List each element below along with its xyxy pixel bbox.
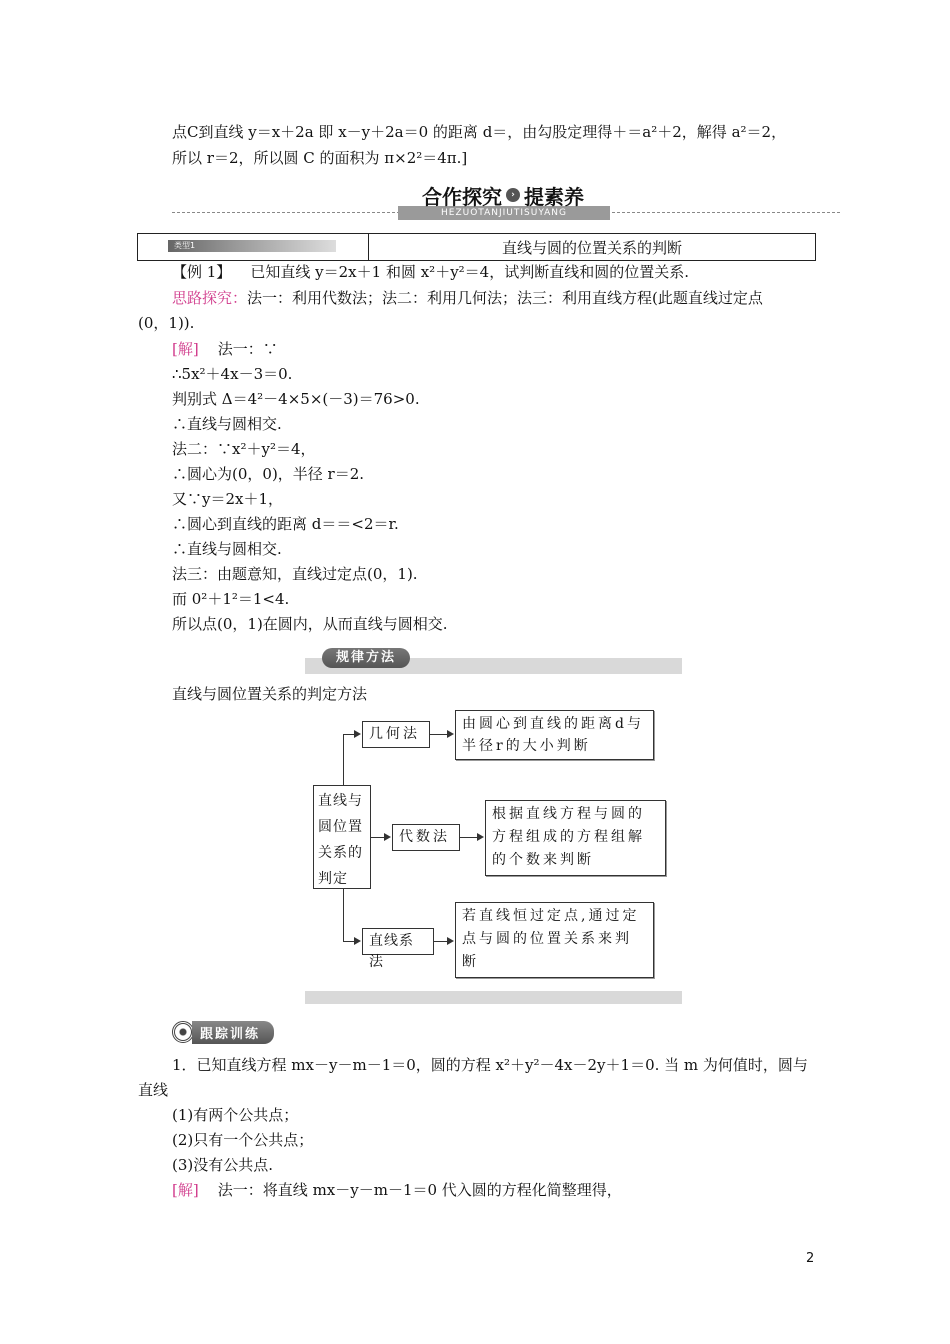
- question-item: (3)没有公共点.: [172, 1156, 274, 1174]
- target-icon: [172, 1021, 194, 1043]
- branch-desc-line-system: [455, 902, 654, 978]
- root-line: 判定: [318, 871, 348, 887]
- hint-text: 法一：利用代数法；法二：利用几何法；法三：利用直线方程(此题直线过定点: [247, 289, 763, 307]
- solution-step: 而 0²＋1²＝1<4.: [172, 590, 290, 608]
- example-text: 已知直线 y＝2x＋1 和圆 x²＋y²＝4，试判断直线和圆的位置关系.: [250, 263, 689, 281]
- desc-line: 若直线恒过定点,通过定: [462, 908, 640, 924]
- arrow-right-icon: [447, 730, 454, 738]
- desc-line: 断: [462, 954, 479, 970]
- hint-continuation: (0，1)).: [138, 314, 195, 332]
- section-banner: [408, 180, 598, 210]
- desc-line: 方程组成的方程组解: [492, 829, 645, 845]
- branch-desc-algebra: [485, 800, 666, 876]
- arrow-right-icon: [477, 833, 484, 841]
- solution-step: 所以点(0，1)在圆内，从而直线与圆相交.: [172, 615, 448, 633]
- solution-line-1: [172, 339, 278, 359]
- example-label: 【例 1】: [172, 263, 232, 281]
- type-title: 直线与圆的位置关系的判断: [501, 238, 682, 257]
- desc-line: 点与圆的位置关系来判: [462, 931, 632, 947]
- intro-line-2: 所以 r＝2，所以圆 C 的面积为 π×2²＝4π.]: [172, 149, 468, 167]
- solution-step: ∴圆心到直线的距离 d＝＝<2＝r.: [172, 515, 399, 533]
- intro-line-1: 点C到直线 y＝x＋2a 即 x－y＋2a＝0 的距离 d＝，由勾股定理得＋＝a²＋2，解得 a²＝2，: [172, 123, 787, 141]
- solution-step: ∴5x²＋4x－3＝0.: [172, 365, 293, 383]
- follow-solution-label: [解]: [172, 1181, 199, 1199]
- method-label: 规律方法: [322, 648, 410, 668]
- question-1-line-1: 1．已知直线方程 mx－y－m－1＝0，圆的方程 x²＋y²－4x－2y＋1＝0. 当 m 为何值时，圆与: [172, 1056, 808, 1074]
- solution-step: ∴圆心为(0，0)，半径 r＝2.: [172, 465, 365, 483]
- type-header: [137, 233, 816, 261]
- branch-name-algebra: 代数法: [392, 824, 460, 851]
- banner-title-left: 合作探究: [422, 184, 502, 209]
- follow-heading: [172, 1020, 274, 1044]
- solution-step: 又∵y＝2x＋1，: [172, 490, 284, 508]
- follow-label: 跟踪训练: [192, 1021, 274, 1044]
- diagram-root: [313, 785, 371, 889]
- follow-solution-text: 法一：将直线 mx－y－m－1＝0 代入圆的方程化简整理得，: [217, 1181, 622, 1199]
- solution-step: ∴直线与圆相交.: [172, 540, 282, 558]
- method-footer-bar: [305, 991, 682, 1004]
- solution-label: [解]: [172, 340, 199, 358]
- branch-line: [434, 941, 448, 942]
- branch-line: [371, 837, 385, 838]
- chevron-right-icon: ›: [506, 188, 520, 202]
- arrow-right-icon: [354, 730, 361, 738]
- arrow-right-icon: [447, 937, 454, 945]
- branch-name-line-system: 直线系法: [362, 928, 434, 955]
- type-tag-cell: [138, 234, 369, 260]
- hint-line: [172, 288, 763, 308]
- method-intro: 直线与圆位置关系的判定方法: [172, 685, 368, 703]
- solution-step: 法二：∵x²＋y²＝4，: [172, 440, 316, 458]
- desc-line: 半径r的大小判断: [462, 738, 591, 754]
- connector-up: [343, 734, 344, 785]
- arrow-right-icon: [354, 937, 361, 945]
- question-1-line-2: 直线: [138, 1081, 169, 1099]
- hint-label: 思路探究：: [172, 289, 248, 307]
- desc-line: 的个数来判断: [492, 852, 594, 868]
- type-tag: 类型1: [168, 240, 336, 252]
- question-item: (1)有两个公共点；: [172, 1106, 299, 1124]
- solution-step: ∴直线与圆相交.: [172, 415, 282, 433]
- arrow-right-icon: [384, 833, 391, 841]
- connector-down: [343, 889, 344, 941]
- root-line: 直线与: [318, 793, 363, 809]
- branch-name-geometry: 几何法: [362, 721, 430, 748]
- follow-solution-line: [172, 1180, 622, 1200]
- question-item: (2)只有一个公共点；: [172, 1131, 314, 1149]
- branch-desc-geometry: [455, 710, 654, 760]
- page-number: 2: [806, 1251, 815, 1266]
- root-line: 圆位置: [318, 819, 363, 835]
- solution-step: 法三：由题意知，直线过定点(0，1).: [172, 565, 418, 583]
- example-line: [172, 262, 689, 282]
- banner-subtitle: HEZUOTANJIUTISUYANG: [398, 206, 610, 220]
- solution-step: 法一：∵: [217, 340, 278, 358]
- banner-title-right: 提素养: [524, 184, 584, 209]
- desc-line: 根据直线方程与圆的: [492, 806, 645, 822]
- solution-step: 判别式 Δ＝4²－4×5×(－3)＝76>0.: [172, 390, 420, 408]
- branch-line: [430, 734, 448, 735]
- branch-line: [460, 837, 478, 838]
- root-line: 关系的: [318, 845, 363, 861]
- desc-line: 由圆心到直线的距离d与: [462, 716, 644, 732]
